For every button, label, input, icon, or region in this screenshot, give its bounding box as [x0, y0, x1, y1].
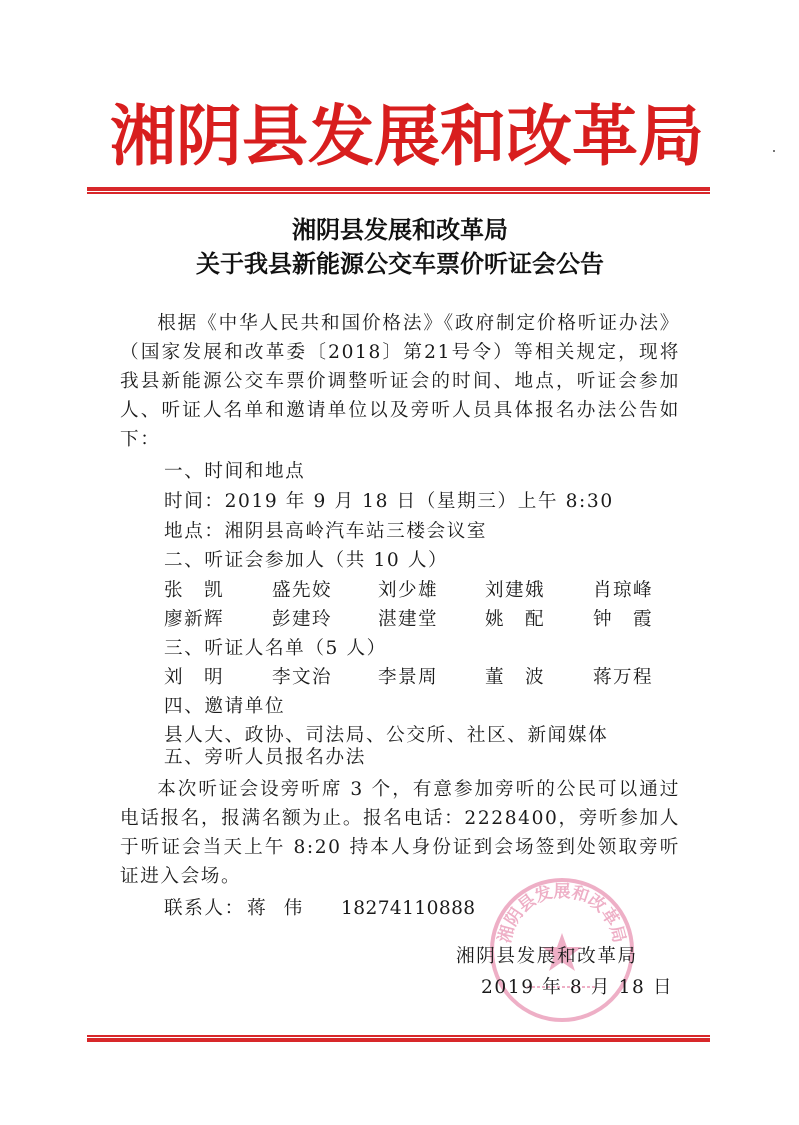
hearing-officer-name: 李文治 [272, 667, 332, 688]
participant-name: 彭建玲 [272, 609, 332, 630]
participant-name: 姚 配 [485, 609, 545, 630]
rule-thick-line [87, 1038, 710, 1042]
masthead-char: 阴 [176, 98, 242, 175]
section-1-heading: 一、时间和地点 [164, 461, 306, 482]
hearing-officer-name: 刘 明 [164, 667, 224, 688]
scan-speck [773, 150, 775, 152]
masthead-char: 湘 [110, 98, 176, 175]
participant-name: 肖琼峰 [593, 580, 653, 601]
participant-name: 钟 霞 [593, 609, 653, 630]
contact-label: 联系人： [164, 898, 245, 919]
contact-person: 蒋伟 [247, 898, 321, 919]
rule-thin-line [87, 192, 710, 194]
participant-name: 张 凯 [164, 580, 224, 601]
document-title [90, 213, 710, 281]
masthead-char: 发 [308, 98, 374, 175]
signature-date: 2019 年 8 月 18 日 [481, 977, 674, 998]
participant-name: 廖新辉 [164, 609, 224, 630]
participant-name: 刘少雄 [378, 580, 438, 601]
contact-phone: 18274110888 [341, 898, 476, 919]
masthead-char: 和 [440, 98, 506, 175]
red-rule-top [87, 187, 710, 194]
masthead-char: 改 [506, 98, 572, 175]
hearing-officer-name: 蒋万程 [593, 667, 653, 688]
masthead-char: 展 [374, 98, 440, 175]
seal-text: 湘阴县发展和改革局 [495, 881, 629, 945]
title-line-1: 湘阴县发展和改革局 [292, 216, 508, 244]
hearing-time: 时间：2019 年 9 月 18 日（星期三）上午 8:30 [164, 491, 614, 512]
masthead-title [110, 95, 704, 179]
participant-name: 刘建娥 [485, 580, 545, 601]
masthead-char: 县 [242, 98, 308, 175]
hearing-officer-name: 董 波 [485, 667, 545, 688]
registration-paragraph: 本次听证会设旁听席 3 个，有意参加旁听的公民可以通过电话报名，报满名额为止。报名电话：2228400，旁听参加人于听证会当天上午 8:20 持本人身份证到会场签到处领取旁听证进入会场。 [120, 779, 680, 887]
red-rule-bottom [87, 1035, 710, 1042]
masthead-char: 革 [572, 98, 638, 175]
hearing-officer-name: 李景周 [378, 667, 438, 688]
section-4-heading: 四、邀请单位 [164, 696, 286, 717]
participant-name: 盛先姣 [272, 580, 332, 601]
intro-paragraph: 根据《中华人民共和国价格法》《政府制定价格听证办法》（国家发展和改革委〔2018〕第21号令）等相关规定，现将我县新能源公交车票价调整听证会的时间、地点，听证会参加人、听证人名单和邀请单位以及旁听人员具体报名办法公告如下： [120, 313, 680, 450]
section-2-heading: 二、听证会参加人（共 10 人） [164, 550, 449, 571]
masthead-char: 局 [638, 98, 704, 175]
hearing-location: 地点：湘阴县高岭汽车站三楼会议室 [164, 521, 488, 542]
invited-units: 县人大、政协、司法局、公交所、社区、新闻媒体 [164, 725, 609, 746]
title-line-2: 关于我县新能源公交车票价听证会公告 [196, 250, 604, 278]
signature-organization: 湘阴县发展和改革局 [456, 946, 638, 967]
participant-name: 湛建堂 [378, 609, 438, 630]
section-5-heading: 五、旁听人员报名办法 [164, 747, 366, 768]
section-3-heading: 三、听证人名单（5 人） [164, 638, 387, 659]
